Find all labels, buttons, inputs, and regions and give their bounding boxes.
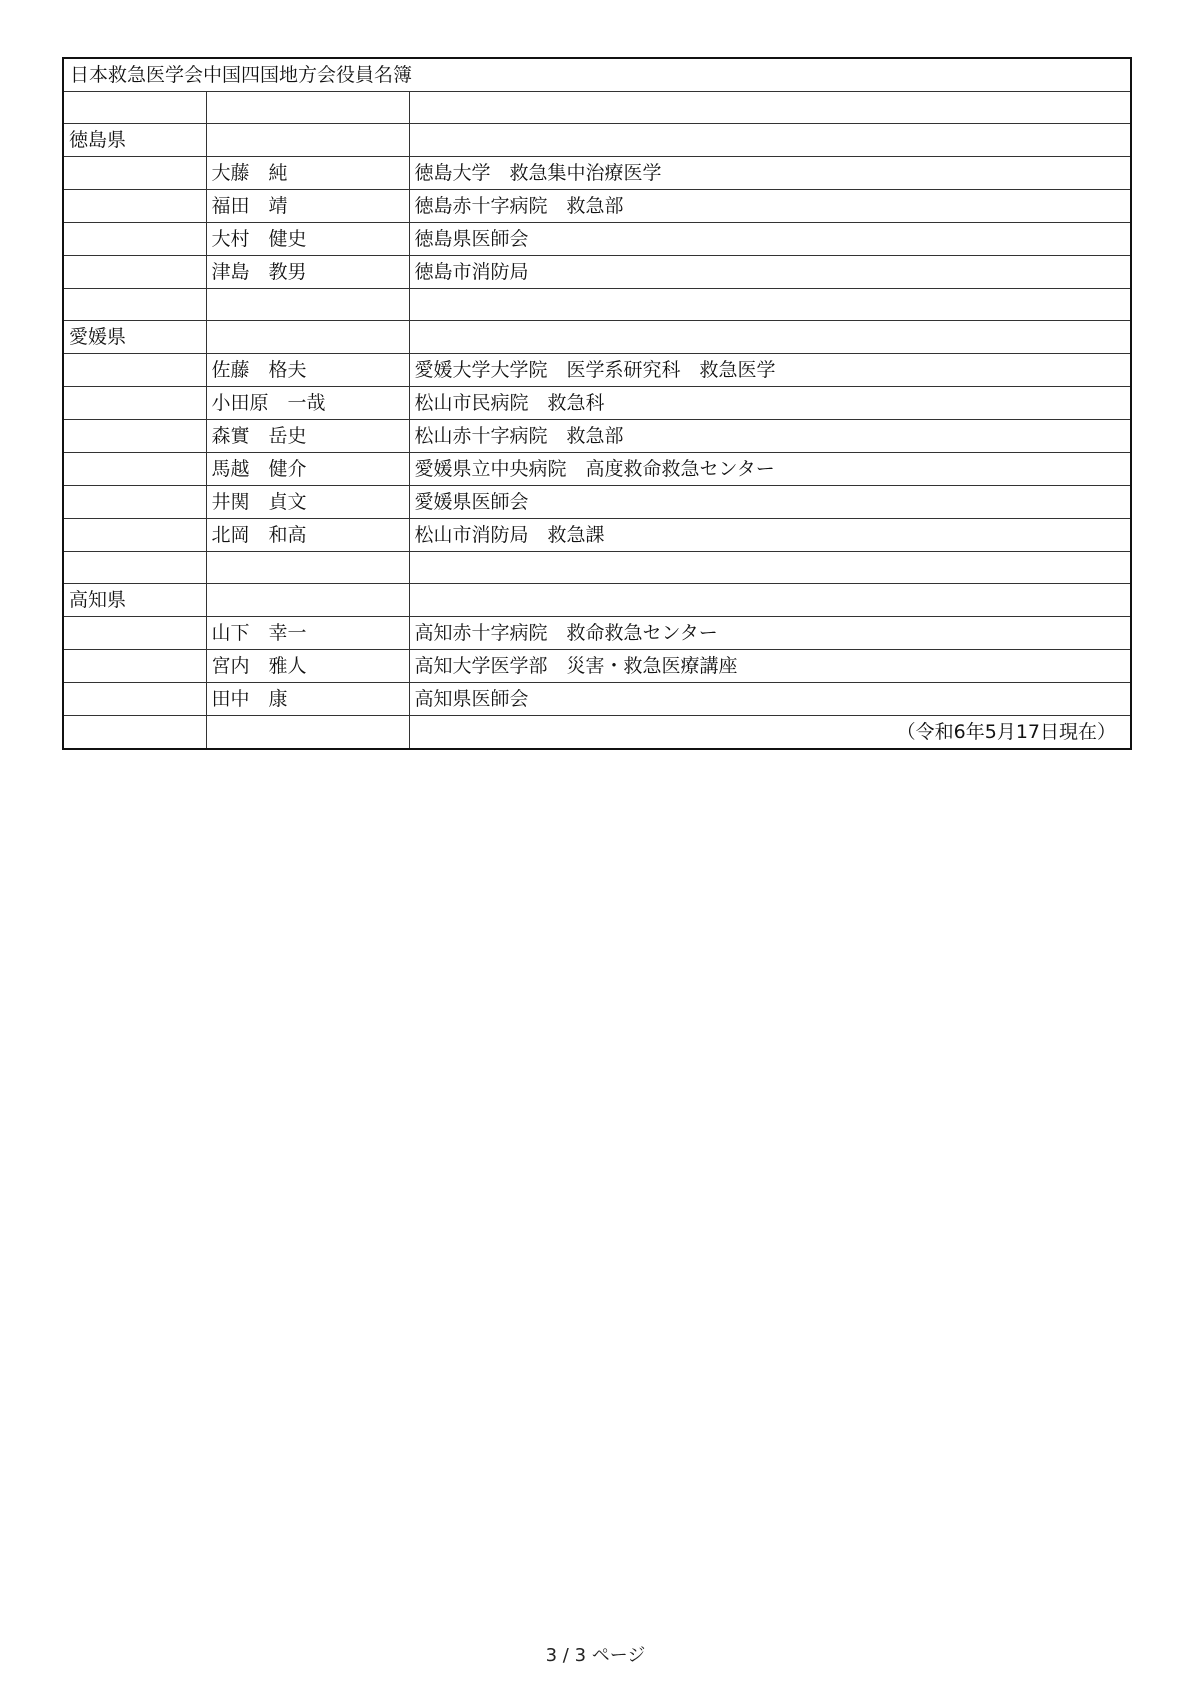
affiliation-cell: 松山市消防局 救急課 (409, 519, 1131, 552)
prefecture-cell (63, 420, 206, 453)
member-name-cell: 宮内 雅人 (206, 650, 409, 683)
prefecture-cell (63, 683, 206, 716)
member-name-cell (206, 289, 409, 321)
roster-row (63, 321, 1131, 354)
roster-row (63, 223, 1131, 256)
prefecture-cell (63, 617, 206, 650)
as-of-date-row (63, 716, 1131, 750)
roster-row (63, 453, 1131, 486)
roster-row (63, 420, 1131, 453)
member-name-cell (206, 584, 409, 617)
roster-row (63, 650, 1131, 683)
prefecture-cell (63, 223, 206, 256)
member-name-cell: 津島 教男 (206, 256, 409, 289)
prefecture-cell (63, 289, 206, 321)
member-name-cell: 井関 貞文 (206, 486, 409, 519)
prefecture-cell (63, 354, 206, 387)
title-row (63, 58, 1131, 92)
member-name-cell: 福田 靖 (206, 190, 409, 223)
affiliation-cell: 松山市民病院 救急科 (409, 387, 1131, 420)
affiliation-cell (409, 584, 1131, 617)
member-name-cell (206, 92, 409, 124)
member-name-cell: 田中 康 (206, 683, 409, 716)
roster-row (63, 584, 1131, 617)
affiliation-cell: 愛媛大学大学院 医学系研究科 救急医学 (409, 354, 1131, 387)
prefecture-cell (63, 387, 206, 420)
prefecture-cell (63, 716, 206, 750)
affiliation-cell (409, 289, 1131, 321)
roster-row (63, 190, 1131, 223)
affiliation-cell: 愛媛県立中央病院 高度救命救急センター (409, 453, 1131, 486)
affiliation-cell (409, 124, 1131, 157)
prefecture-cell (63, 453, 206, 486)
roster-row (63, 486, 1131, 519)
member-name-cell: 大村 健史 (206, 223, 409, 256)
roster-row (63, 354, 1131, 387)
member-name-cell (206, 124, 409, 157)
prefecture-cell (63, 650, 206, 683)
roster-row (63, 552, 1131, 584)
affiliation-cell: 徳島市消防局 (409, 256, 1131, 289)
prefecture-cell (63, 190, 206, 223)
affiliation-cell: 高知県医師会 (409, 683, 1131, 716)
roster-row (63, 124, 1131, 157)
roster-body (63, 58, 1131, 749)
member-name-cell: 大藤 純 (206, 157, 409, 190)
as-of-date: （令和6年5月17日現在） (409, 716, 1131, 750)
roster-row (63, 256, 1131, 289)
member-name-cell (206, 552, 409, 584)
roster-row (63, 289, 1131, 321)
prefecture-cell (63, 157, 206, 190)
roster-row (63, 92, 1131, 124)
prefecture-cell (63, 92, 206, 124)
affiliation-cell: 徳島大学 救急集中治療医学 (409, 157, 1131, 190)
roster-row (63, 683, 1131, 716)
affiliation-cell: 徳島県医師会 (409, 223, 1131, 256)
prefecture-cell: 徳島県 (63, 124, 206, 157)
prefecture-cell (63, 486, 206, 519)
affiliation-cell: 高知大学医学部 災害・救急医療講座 (409, 650, 1131, 683)
prefecture-cell (63, 519, 206, 552)
roster-row (63, 617, 1131, 650)
member-name-cell: 佐藤 格夫 (206, 354, 409, 387)
prefecture-cell (63, 256, 206, 289)
affiliation-cell: 徳島赤十字病院 救急部 (409, 190, 1131, 223)
document-title: 日本救急医学会中国四国地方会役員名簿 (63, 58, 1131, 92)
member-name-cell: 山下 幸一 (206, 617, 409, 650)
member-name-cell (206, 321, 409, 354)
officer-roster-table (62, 57, 1132, 750)
roster-row (63, 387, 1131, 420)
page-indicator: 3 / 3 ページ (545, 1645, 646, 1666)
prefecture-cell (63, 552, 206, 584)
affiliation-cell (409, 92, 1131, 124)
roster-row (63, 157, 1131, 190)
roster-row (63, 519, 1131, 552)
affiliation-cell: 松山赤十字病院 救急部 (409, 420, 1131, 453)
affiliation-cell: 愛媛県医師会 (409, 486, 1131, 519)
member-name-cell: 北岡 和高 (206, 519, 409, 552)
affiliation-cell (409, 552, 1131, 584)
member-name-cell: 馬越 健介 (206, 453, 409, 486)
affiliation-cell (409, 321, 1131, 354)
prefecture-cell: 高知県 (63, 584, 206, 617)
member-name-cell: 森實 岳史 (206, 420, 409, 453)
affiliation-cell: 高知赤十字病院 救命救急センター (409, 617, 1131, 650)
prefecture-cell: 愛媛県 (63, 321, 206, 354)
member-name-cell (206, 716, 409, 750)
member-name-cell: 小田原 一哉 (206, 387, 409, 420)
